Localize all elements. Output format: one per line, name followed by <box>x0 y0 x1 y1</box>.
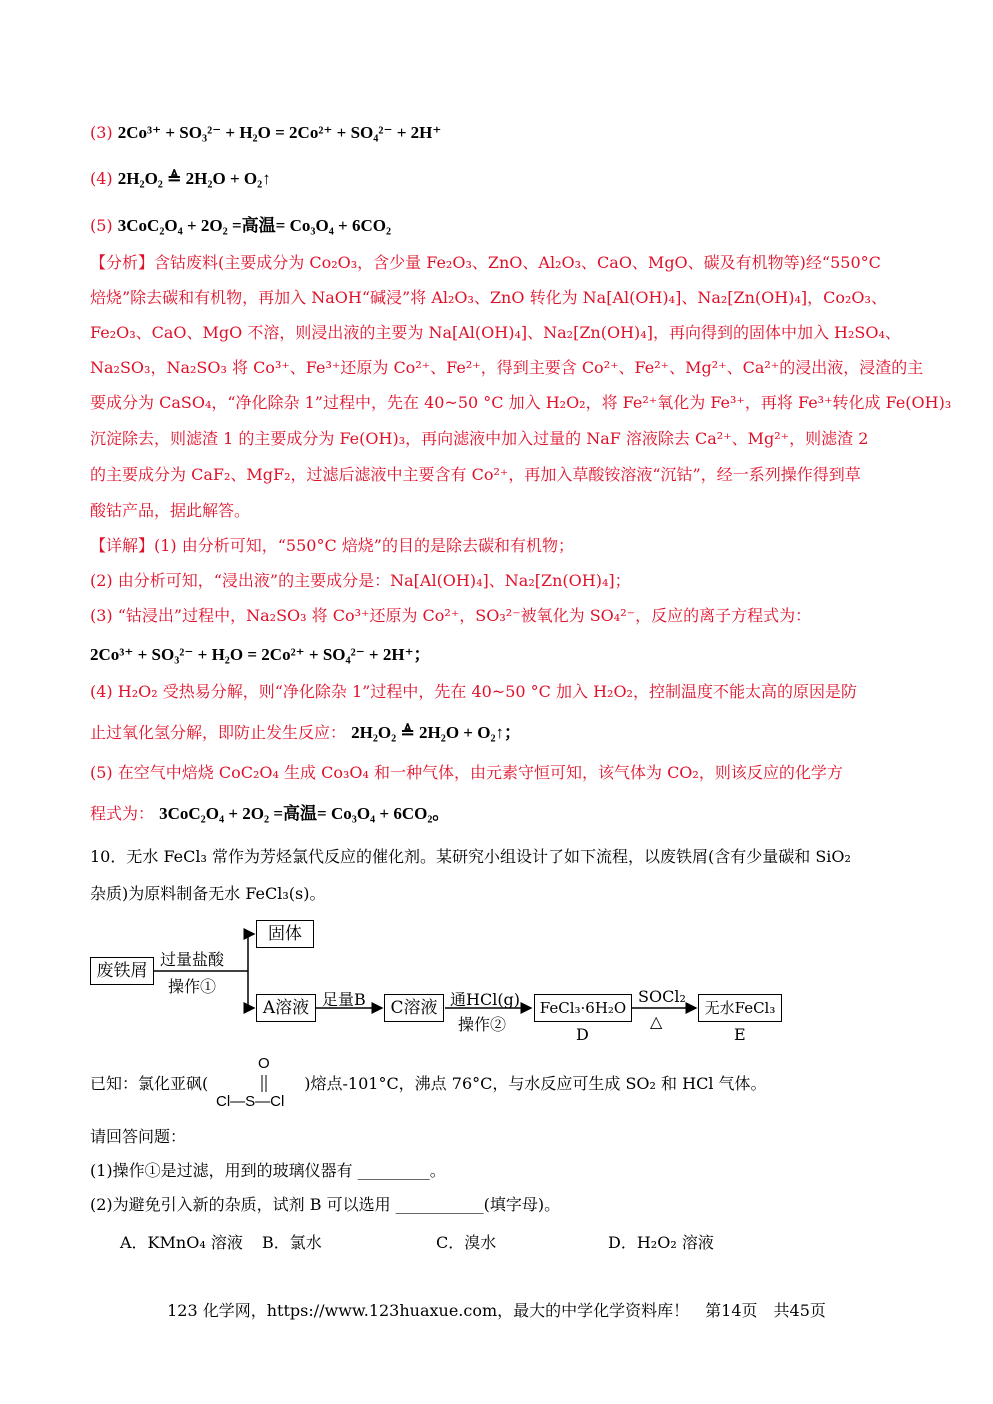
socl2-structure <box>216 1055 316 1115</box>
known-prefix: 已知：氯化亚砜( <box>90 1074 209 1093</box>
known-suffix: )熔点-101°C，沸点 76°C，与水反应可生成 SO₂ 和 HCl 气体。 <box>304 1074 767 1093</box>
detail-line-5b-text: 程式为： <box>90 804 155 823</box>
option-c: C．溴水 <box>436 1233 497 1252</box>
sub-question-1: (1)操作①是过滤，用到的玻璃仪器有 _________。 <box>90 1161 446 1180</box>
detail-equation-5: 3CoC₂O₄ + 2O₂ =高温= Co₃O₄ + 6CO₂。 <box>159 804 450 823</box>
detail-line-5b <box>90 803 449 825</box>
struct-oxygen: O <box>258 1055 270 1072</box>
detail-equation-4: 2H₂O₂ ≜ 2H₂O + O₂↑； <box>351 723 522 742</box>
step1-reagent-label: 过量盐酸 <box>160 950 225 969</box>
detail-equation-3: 2Co³⁺ + SO₃²⁻ + H₂O = 2Co²⁺ + SO₄²⁻ + 2H⁺； <box>90 645 431 664</box>
analysis-line-2: 焙烧”除去碳和有机物，再加入 NaOH“碱浸”将 Al₂O₃、ZnO 转化为 Na[Al(OH)₄]、Na₂[Zn(OH)₄]，Co₂O₃、 <box>90 288 887 307</box>
sub-question-2: (2)为避免引入新的杂质，试剂 B 可以选用 ___________(填字母)。 <box>90 1195 561 1214</box>
question-10-line-1: 10．无水 FeCl₃ 常作为芳烃氯代反应的催化剂。某研究小组设计了如下流程，以废铁屑(含有少量碳和 SiO₂ <box>90 847 851 866</box>
heat-icon: △ <box>650 1012 663 1031</box>
option-d: D．H₂O₂ 溶液 <box>608 1233 714 1252</box>
analysis-line-1: 【分析】含钴废料(主要成分为 Co₂O₃，含少量 Fe₂O₃、ZnO、Al₂O₃、CaO、MgO、碳及有机物等)经“550°C <box>90 253 881 272</box>
detail-line-4b <box>90 722 521 744</box>
analysis-line-5: 要成分为 CaSO₄，“净化除杂 1”过程中，先在 40~50 °C 加入 H₂O₂，将 Fe²⁺氧化为 Fe³⁺，再将 Fe³⁺转化成 Fe(OH)₃ <box>90 393 952 412</box>
solid-box: 固体 <box>256 920 314 948</box>
analysis-line-8: 酸钴产品，据此解答。 <box>90 501 251 520</box>
detail-line-5: (5) 在空气中焙烧 CoC₂O₄ 生成 Co₃O₄ 和一种气体，由元素守恒可知，该气体为 CO₂，则该反应的化学方 <box>90 763 843 782</box>
step1-operation-label: 操作① <box>168 977 217 996</box>
answer-5-equation: 3CoC₂O₄ + 2O₂ =高温= Co₃O₄ + 6CO₂ <box>117 216 392 235</box>
option-a: A．KMnO₄ 溶液 <box>120 1233 243 1252</box>
struct-cl-s-cl: Cl—S—Cl <box>216 1093 285 1110</box>
reagent-b-label: 足量B <box>322 990 366 1009</box>
answer-3-label: (3) <box>90 123 113 142</box>
detail-line-1: 【详解】(1) 由分析可知，“550°C 焙烧”的目的是除去碳和有机物； <box>90 536 574 555</box>
detail-line-2: (2) 由分析可知，“浸出液”的主要成分是：Na[Al(OH)₄]、Na₂[Zn(OH)₄]； <box>90 571 631 590</box>
socl2-label: SOCl₂ <box>638 987 686 1006</box>
product-e-label: E <box>734 1025 746 1044</box>
detail-line-4b-text: 止过氧化氢分解，即防止发生反应： <box>90 723 347 742</box>
detail-line-4: (4) H₂O₂ 受热易分解，则“净化除杂 1”过程中，先在 40~50 °C 加入 H₂O₂，控制温度不能太高的原因是防 <box>90 682 857 701</box>
known-info <box>90 1073 767 1095</box>
option-b: B．氯水 <box>262 1233 322 1252</box>
step2-reagent-label: 通HCl(g) <box>450 990 521 1009</box>
answer-5 <box>90 215 391 237</box>
solution-c-box: C溶液 <box>384 994 444 1022</box>
product-d-label: D <box>576 1025 589 1044</box>
analysis-line-3: Fe₂O₃、CaO、MgO 不溶，则浸出液的主要为 Na[Al(OH)₄]、Na₂[Zn(OH)₄]，再向得到的固体中加入 H₂SO₄、 <box>90 323 901 342</box>
answer-3-equation: 2Co³⁺ + SO₃²⁻ + H₂O = 2Co²⁺ + SO₄²⁻ + 2H⁺ <box>117 123 442 142</box>
waste-iron-box: 废铁屑 <box>90 957 154 985</box>
detail-line-3: (3) “钴浸出”过程中，Na₂SO₃ 将 Co³⁺还原为 Co²⁺，SO₃²⁻被氧化为 SO₄²⁻，反应的离子方程式为： <box>90 606 812 625</box>
answer-4 <box>90 168 271 190</box>
analysis-line-4: Na₂SO₃，Na₂SO₃ 将 Co³⁺、Fe³⁺还原为 Co²⁺、Fe²⁺，得到主要含 Co²⁺、Fe²⁺、Mg²⁺、Ca²⁺的浸出液，浸渣的主 <box>90 358 924 377</box>
answer-5-label: (5) <box>90 216 113 235</box>
please-answer: 请回答问题： <box>90 1127 187 1146</box>
step2-operation-label: 操作② <box>458 1015 507 1034</box>
product-e-box: 无水FeCl₃ <box>698 994 782 1022</box>
analysis-line-6: 沉淀除去，则滤渣 1 的主要成分为 Fe(OH)₃，再向滤液中加入过量的 NaF 溶液除去 Ca²⁺、Mg²⁺，则滤渣 2 <box>90 429 869 448</box>
answer-4-equation: 2H₂O₂ ≜ 2H₂O + O₂↑ <box>117 169 271 188</box>
product-d-box: FeCl₃·6H₂O <box>534 994 632 1022</box>
analysis-line-7: 的主要成分为 CaF₂、MgF₂，过滤后滤液中主要含有 Co²⁺，再加入草酸铵溶液“沉钴”，经一系列操作得到草 <box>90 465 861 484</box>
question-10-line-2: 杂质)为原料制备无水 FeCl₃(s)。 <box>90 884 326 903</box>
answer-4-label: (4) <box>90 169 113 188</box>
answer-3 <box>90 122 441 144</box>
solution-a-box: A溶液 <box>256 994 316 1022</box>
page-footer: 123 化学网，https://www.123huaxue.com，最大的中学化学资料库！ 第14页 共45页 <box>167 1301 826 1320</box>
